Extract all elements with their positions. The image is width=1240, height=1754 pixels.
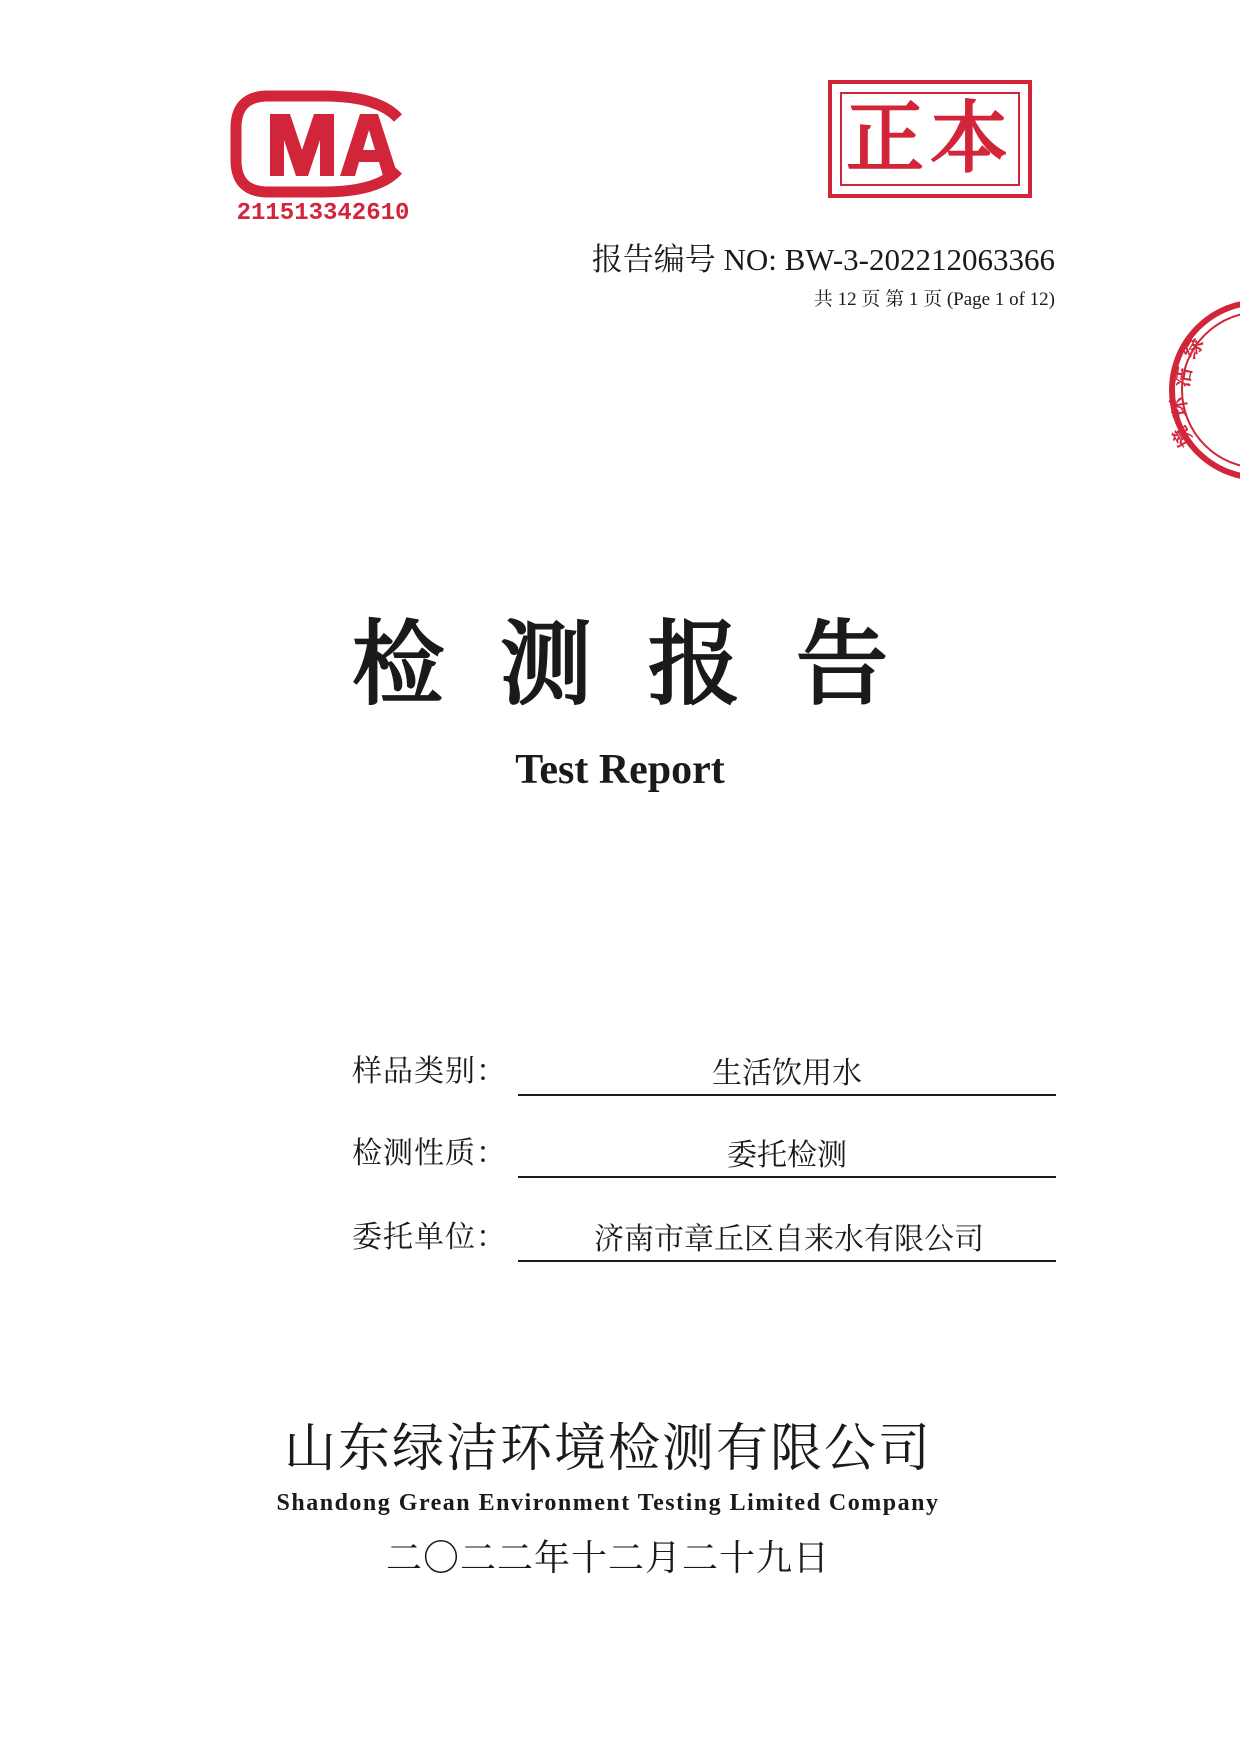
svg-text:洁: 洁	[1169, 365, 1197, 389]
report-title-en: Test Report	[515, 747, 725, 793]
company-name-en: Shandong Grean Environment Testing Limited Company	[276, 1490, 940, 1516]
sample-type-value: 生活饮用水	[712, 1056, 862, 1091]
report-title-cn: 检测报告	[351, 610, 944, 718]
underline	[518, 1176, 1056, 1178]
original-stamp-text: 正本	[845, 94, 1014, 184]
test-nature-value: 委托检测	[727, 1138, 847, 1173]
test-nature-label: 检测性质：	[352, 1136, 507, 1171]
page-info: 共 12 页 第 1 页 (Page 1 of 12)	[813, 289, 1055, 310]
client-label: 委托单位：	[352, 1220, 507, 1255]
sample-type-field	[352, 1046, 1056, 1096]
original-copy-stamp	[828, 80, 1032, 198]
cma-certificate-number: 211513342610	[236, 200, 410, 227]
underline	[518, 1260, 1056, 1262]
company-seal-icon	[1160, 290, 1240, 490]
report-date: 二〇二二年十二月二十九日	[385, 1538, 830, 1579]
test-nature-field	[352, 1128, 1056, 1178]
report-number: 报告编号 NO: BW-3-202212063366	[591, 242, 1055, 277]
underline	[518, 1094, 1056, 1096]
svg-text:境: 境	[1167, 422, 1199, 452]
client-field	[352, 1212, 1056, 1262]
sample-type-label: 样品类别：	[352, 1054, 507, 1089]
svg-text:环: 环	[1165, 395, 1193, 420]
svg-text:绿: 绿	[1177, 333, 1209, 363]
client-value: 济南市章丘区自来水有限公司	[594, 1222, 984, 1257]
company-name-cn: 山东绿洁环境检测有限公司	[283, 1419, 932, 1479]
